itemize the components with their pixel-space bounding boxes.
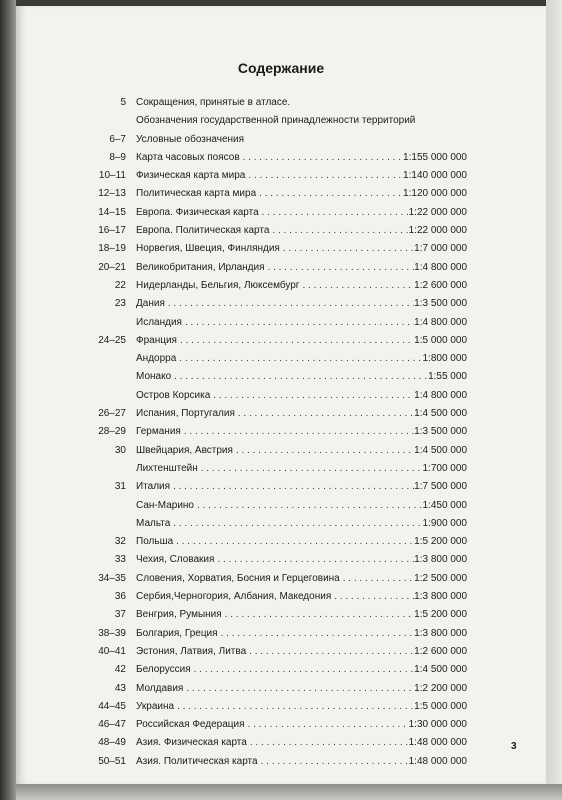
- toc-leader-dots: [236, 445, 414, 456]
- toc-map-scale: 1:4 500 000: [414, 408, 467, 420]
- toc-leader-dots: [213, 390, 414, 401]
- toc-row: [16, 518, 546, 536]
- toc-entry-title: Молдавия: [136, 682, 184, 694]
- toc-leader-dots: [268, 262, 415, 273]
- toc-row: [16, 683, 546, 701]
- toc-map-scale: 1:3 500 000: [414, 426, 467, 438]
- toc-row: [16, 225, 546, 243]
- toc-map-scale: 1:800 000: [422, 353, 467, 365]
- toc-entry-title: Монако: [136, 371, 172, 383]
- toc-page-range: 18–19: [98, 243, 126, 255]
- toc-entry-title: Андорра: [136, 353, 177, 365]
- toc-row: [16, 554, 546, 572]
- toc-leader-dots: [302, 280, 414, 291]
- toc-page-range: 38–39: [98, 627, 126, 639]
- toc-map-scale: 1:4 500 000: [414, 444, 467, 456]
- toc-row: [16, 609, 546, 627]
- toc-map-scale: 1:120 000 000: [403, 188, 467, 200]
- toc-row: [16, 353, 546, 371]
- toc-map-scale: 1:2 600 000: [414, 645, 467, 657]
- toc-page-range: 5: [120, 97, 126, 108]
- toc-page-range: 10–11: [98, 170, 126, 182]
- toc-leader-dots: [201, 463, 423, 474]
- toc-row: [16, 408, 546, 426]
- toc-map-scale: 1:450 000: [422, 499, 467, 511]
- toc-map-scale: 1:3 500 000: [414, 298, 467, 310]
- toc-page-range: 36: [114, 591, 126, 603]
- toc-page-range: 42: [114, 664, 126, 676]
- toc-leader-dots: [238, 408, 414, 419]
- toc-map-scale: 1:3 800 000: [414, 554, 467, 566]
- toc-entry-title: Европа. Физическая карта: [136, 206, 259, 218]
- toc-page-range: 24–25: [98, 334, 126, 346]
- toc-leader-dots: [173, 518, 422, 529]
- toc-row: [16, 573, 546, 591]
- toc-entry-title: Германия: [136, 426, 181, 438]
- toc-row: [16, 481, 546, 499]
- toc-entry-title: Азия. Политическая карта: [136, 755, 258, 767]
- toc-page-range: 50–51: [98, 755, 126, 767]
- toc-map-scale: 1:48 000 000: [408, 755, 467, 767]
- toc-map-scale: 1:5 000 000: [414, 334, 467, 346]
- toc-page-range: 23: [114, 298, 126, 310]
- toc-entry-title: Нидерланды, Бельгия, Люксембург: [136, 279, 300, 291]
- toc-row: [16, 463, 546, 481]
- toc-map-scale: 1:700 000: [422, 462, 467, 474]
- toc-page-range: 44–45: [98, 700, 126, 712]
- toc-row: [16, 115, 546, 133]
- toc-map-scale: 1:3 800 000: [414, 627, 467, 639]
- toc-map-scale: 1:5 000 000: [414, 700, 467, 712]
- toc-page-range: 43: [114, 682, 126, 694]
- toc-leader-dots: [283, 243, 414, 254]
- toc-entry-title: Польша: [136, 536, 174, 548]
- toc-map-scale: 1:22 000 000: [408, 225, 467, 237]
- toc-map-scale: 1:22 000 000: [408, 206, 467, 218]
- table-of-contents: [16, 97, 546, 774]
- toc-map-scale: 1:2 600 000: [414, 279, 467, 291]
- toc-leader-dots: [334, 591, 414, 602]
- toc-entry-title: Остров Корсика: [136, 389, 211, 401]
- toc-entry-title: Франция: [136, 334, 177, 346]
- toc-page-range: 48–49: [98, 737, 126, 749]
- toc-entry-title: Российская Федерация: [136, 719, 245, 731]
- toc-map-scale: 1:2 200 000: [414, 682, 467, 694]
- toc-map-scale: 1:4 800 000: [414, 316, 467, 328]
- toc-page-range: 8–9: [109, 151, 126, 163]
- toc-row: [16, 390, 546, 408]
- toc-row: [16, 646, 546, 664]
- toc-leader-dots: [186, 683, 414, 694]
- toc-entry-title: Политическая карта мира: [136, 188, 257, 200]
- toc-leader-dots: [248, 170, 403, 181]
- toc-row: [16, 317, 546, 335]
- toc-entry-title: Условные обозначения: [136, 133, 245, 145]
- toc-leader-dots: [197, 500, 423, 511]
- toc-leader-dots: [225, 609, 415, 620]
- toc-leader-dots: [177, 701, 414, 712]
- toc-leader-dots: [217, 554, 414, 565]
- toc-map-scale: 1:7 000 000: [414, 243, 467, 255]
- toc-entry-title: Обозначения государственной принадлежности территорий: [136, 115, 416, 127]
- toc-entry-title: Болгария, Греция: [136, 627, 218, 639]
- toc-entry-title: Венгрия, Румыния: [136, 609, 222, 621]
- toc-entry-title: Чехия, Словакия: [136, 554, 215, 566]
- toc-entry-title: Сокращения, принятые в атласе.: [136, 97, 291, 108]
- toc-row: [16, 170, 546, 188]
- toc-map-scale: 1:155 000 000: [403, 151, 467, 163]
- toc-entry-title: Исландия: [136, 316, 182, 328]
- toc-leader-dots: [184, 426, 414, 437]
- toc-row: [16, 243, 546, 261]
- toc-row: [16, 280, 546, 298]
- toc-leader-dots: [249, 646, 414, 657]
- toc-entry-title: Мальта: [136, 517, 171, 529]
- toc-map-scale: 1:7 500 000: [414, 481, 467, 493]
- toc-row: [16, 188, 546, 206]
- toc-map-scale: 1:4 800 000: [414, 389, 467, 401]
- toc-leader-dots: [185, 317, 414, 328]
- toc-entry-title: Белоруссия: [136, 664, 191, 676]
- toc-row: [16, 335, 546, 353]
- toc-entry-title: Норвегия, Швеция, Финляндия: [136, 243, 280, 255]
- toc-row: [16, 719, 546, 737]
- toc-map-scale: 1:140 000 000: [403, 170, 467, 182]
- toc-leader-dots: [176, 536, 414, 547]
- toc-map-scale: 1:48 000 000: [408, 737, 467, 749]
- toc-map-scale: 1:900 000: [422, 517, 467, 529]
- toc-entry-title: Словения, Хорватия, Босния и Герцеговина: [136, 572, 340, 584]
- toc-page-range: 46–47: [98, 719, 126, 731]
- toc-row: [16, 97, 546, 115]
- toc-entry-title: Швейцария, Австрия: [136, 444, 233, 456]
- toc-row: [16, 134, 546, 152]
- toc-leader-dots: [272, 225, 408, 236]
- toc-row: [16, 152, 546, 170]
- toc-leader-dots: [248, 719, 409, 730]
- toc-row: [16, 737, 546, 755]
- book-spine: [0, 0, 16, 800]
- toc-map-scale: 1:2 500 000: [414, 572, 467, 584]
- toc-row: [16, 371, 546, 389]
- toc-map-scale: 1:55 000: [428, 371, 467, 383]
- toc-entry-title: Великобритания, Ирландия: [136, 261, 265, 273]
- toc-entry-title: Физическая карта мира: [136, 170, 246, 182]
- page-number: 3: [511, 741, 517, 752]
- toc-leader-dots: [261, 756, 409, 767]
- toc-leader-dots: [179, 353, 422, 364]
- toc-row: [16, 664, 546, 682]
- toc-entry-title: Италия: [136, 481, 171, 493]
- toc-row: [16, 426, 546, 444]
- toc-map-scale: 1:4 500 000: [414, 664, 467, 676]
- page-edge-bottom: [16, 784, 562, 800]
- toc-entry-title: Украина: [136, 700, 175, 712]
- toc-page-range: 30: [114, 444, 126, 456]
- toc-entry-title: Лихтенштейн: [136, 462, 198, 474]
- toc-map-scale: 1:30 000 000: [408, 719, 467, 731]
- toc-page-range: 32: [114, 536, 126, 548]
- toc-page-range: 40–41: [98, 645, 126, 657]
- toc-entry-title: Сан-Марино: [136, 499, 194, 511]
- toc-row: [16, 756, 546, 774]
- toc-row: [16, 536, 546, 554]
- toc-page-range: 12–13: [98, 188, 126, 200]
- toc-entry-title: Сербия,Черногория, Албания, Македония: [136, 591, 332, 603]
- toc-row: [16, 445, 546, 463]
- toc-row: [16, 591, 546, 609]
- toc-leader-dots: [173, 481, 414, 492]
- toc-page-range: 6–7: [109, 133, 126, 145]
- toc-leader-dots: [194, 664, 415, 675]
- toc-page-range: 28–29: [98, 426, 126, 438]
- toc-leader-dots: [259, 188, 403, 199]
- toc-page-range: 14–15: [98, 206, 126, 218]
- toc-row: [16, 628, 546, 646]
- toc-page-range: 26–27: [98, 408, 126, 420]
- toc-leader-dots: [262, 207, 409, 218]
- toc-page-range: 33: [114, 554, 126, 566]
- toc-page-range: 20–21: [98, 261, 126, 273]
- toc-leader-dots: [180, 335, 414, 346]
- page-title: Содержание: [237, 60, 325, 76]
- book-page: [16, 6, 546, 784]
- page-edge-right: [546, 0, 562, 800]
- toc-map-scale: 1:5 200 000: [414, 609, 467, 621]
- toc-row: [16, 701, 546, 719]
- toc-page-range: 16–17: [98, 225, 126, 237]
- toc-page-range: 37: [114, 609, 126, 621]
- toc-leader-dots: [250, 737, 409, 748]
- toc-leader-dots: [174, 371, 428, 382]
- toc-leader-dots: [168, 298, 414, 309]
- toc-map-scale: 1:4 800 000: [414, 261, 467, 273]
- toc-row: [16, 298, 546, 316]
- toc-row: [16, 500, 546, 518]
- toc-page-range: 34–35: [98, 572, 126, 584]
- toc-row: [16, 207, 546, 225]
- toc-page-range: 22: [114, 279, 126, 291]
- toc-map-scale: 1:5 200 000: [414, 536, 467, 548]
- toc-leader-dots: [221, 628, 415, 639]
- toc-entry-title: Европа. Политическая карта: [136, 225, 270, 237]
- toc-map-scale: 1:3 800 000: [414, 591, 467, 603]
- toc-entry-title: Эстония, Латвия, Литва: [136, 645, 247, 657]
- toc-entry-title: Карта часовых поясов: [136, 151, 240, 163]
- toc-entry-title: Испания, Португалия: [136, 408, 235, 420]
- toc-page-range: 31: [114, 481, 126, 493]
- toc-leader-dots: [343, 573, 414, 584]
- toc-row: [16, 262, 546, 280]
- toc-leader-dots: [243, 152, 403, 163]
- toc-entry-title: Дания: [136, 298, 165, 310]
- toc-entry-title: Азия. Физическая карта: [136, 737, 247, 749]
